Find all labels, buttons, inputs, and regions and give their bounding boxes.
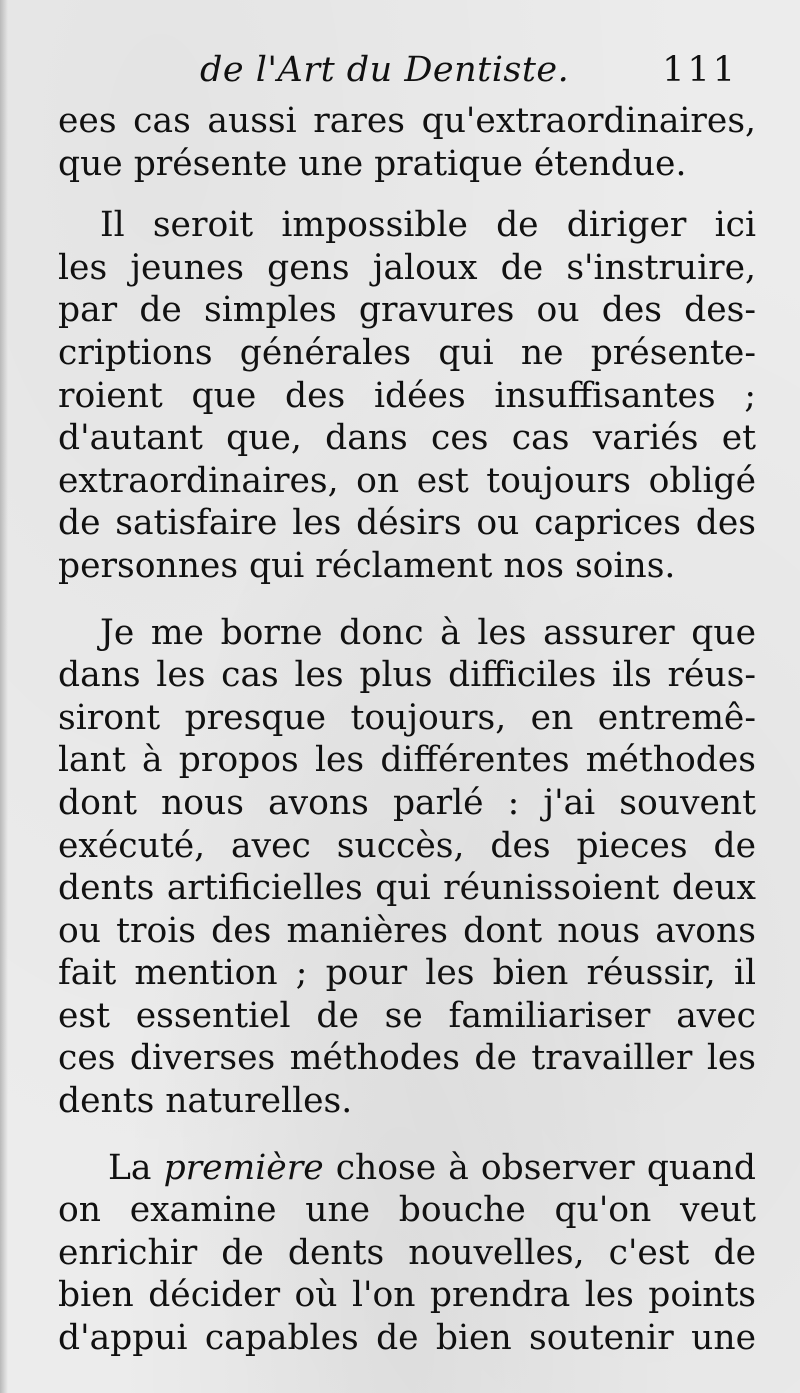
text-fragment: chose à observer quand bbox=[335, 1147, 756, 1188]
text-line: lant à propos les différentes méthodes bbox=[58, 740, 756, 781]
text-line: ees cas aussi rares qu'extraordinaires, bbox=[58, 101, 756, 141]
text-line: bien décider où l'on prendra les points bbox=[58, 1275, 756, 1316]
page-number: 111 bbox=[662, 50, 738, 90]
paragraph-4 bbox=[58, 1147, 756, 1360]
text-line: d'appui capables de bien soutenir une bbox=[58, 1318, 756, 1359]
text-line: de satisfaire les désirs ou caprices des bbox=[58, 503, 756, 544]
page-edge-shadow bbox=[0, 0, 8, 1393]
text-line: siront presque toujours, en entremê- bbox=[58, 697, 756, 738]
text-line: dents artificielles qui réunissoient deux bbox=[58, 868, 756, 909]
text-line: exécuté, avec succès, des pieces de bbox=[58, 825, 756, 866]
text-fragment: La bbox=[108, 1147, 152, 1188]
text-line: roient que des idées insuffisantes ; bbox=[58, 375, 756, 416]
text-line: criptions générales qui ne présente- bbox=[58, 332, 756, 373]
text-line: fait mention ; pour les bien réussir, il bbox=[58, 953, 756, 994]
text-line: par de simples gravures ou des des- bbox=[58, 290, 756, 331]
italic-word: première bbox=[163, 1147, 324, 1188]
text-line: ces diverses méthodes de travailler les bbox=[58, 1038, 756, 1079]
text-line: Il seroit impossible de diriger ici bbox=[100, 205, 756, 246]
text-line: extraordinaires, on est toujours obligé bbox=[58, 460, 756, 501]
text-line: dont nous avons parlé : j'ai souvent bbox=[58, 782, 756, 823]
paragraph-3 bbox=[58, 612, 756, 1123]
text-line: que présente une pratique étendue. bbox=[58, 143, 687, 184]
text-line: on examine une bouche qu'on veut bbox=[58, 1190, 756, 1231]
paragraph-1 bbox=[58, 100, 756, 185]
text-line: est essentiel de se familiariser avec bbox=[58, 995, 756, 1036]
text-line: enrichir de dents nouvelles, c'est de bbox=[58, 1232, 756, 1273]
text-line: dans les cas les plus difficiles ils réus- bbox=[58, 655, 756, 696]
text-line: les jeunes gens jaloux de s'instruire, bbox=[58, 247, 756, 288]
text-line: ou trois des manières dont nous avons bbox=[58, 910, 756, 951]
text-line: d'autant que, dans ces cas variés et bbox=[58, 418, 756, 459]
text-line-first bbox=[58, 1147, 756, 1190]
page-body bbox=[58, 100, 756, 1384]
running-header bbox=[200, 48, 738, 92]
text-line: Je me borne donc à les assurer que bbox=[100, 612, 756, 653]
text-line: personnes qui réclament nos soins. bbox=[58, 545, 676, 586]
paragraph-2 bbox=[58, 204, 756, 587]
running-title: de l'Art du Dentiste. bbox=[200, 50, 570, 90]
text-line: dents naturelles. bbox=[58, 1081, 353, 1122]
